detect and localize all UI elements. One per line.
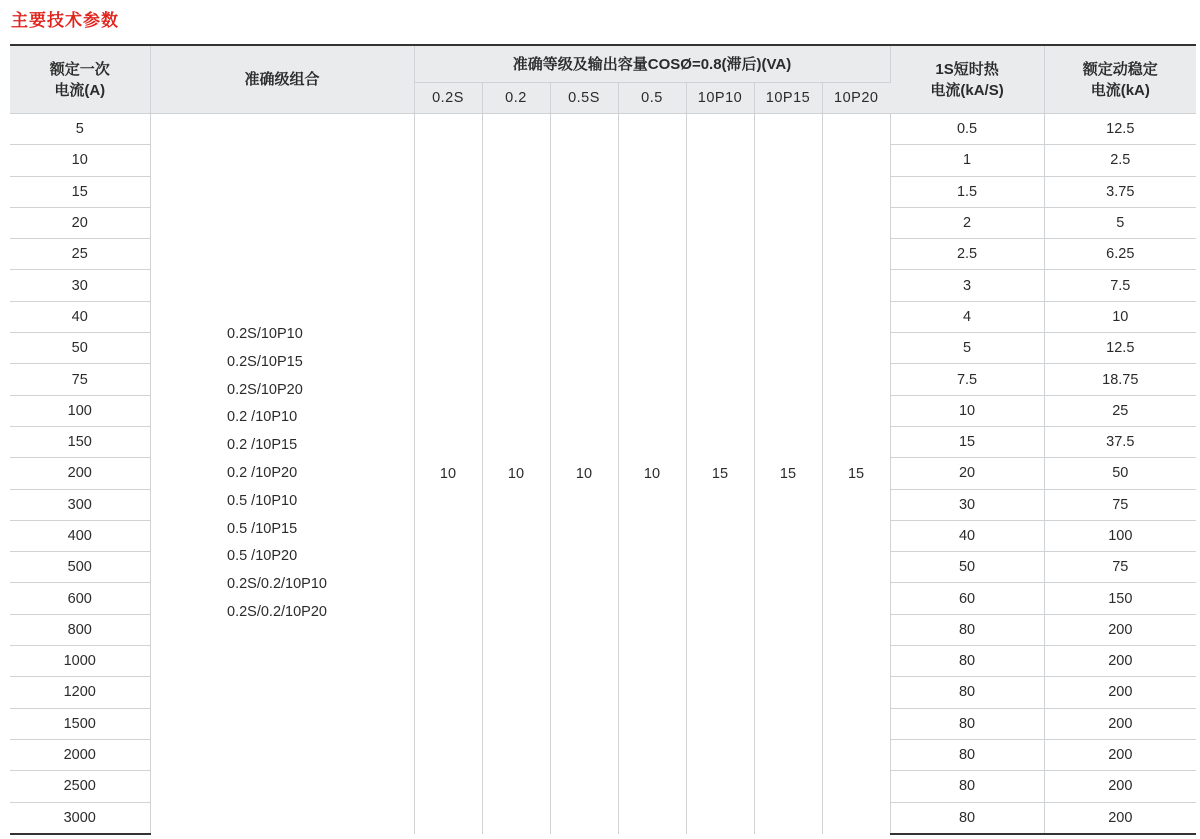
cell-dynamic-stable: 7.5 <box>1044 270 1196 301</box>
page-title: 主要技术参数 <box>11 11 119 30</box>
cell-dynamic-stable: 50 <box>1044 458 1196 489</box>
cell-short-time-thermal: 80 <box>890 802 1044 834</box>
cell-short-time-thermal: 7.5 <box>890 364 1044 395</box>
header-class-0.2: 0.2 <box>482 83 550 114</box>
cell-rated-current: 20 <box>10 207 150 238</box>
cell-rated-current: 30 <box>10 270 150 301</box>
cell-short-time-thermal: 1.5 <box>890 176 1044 207</box>
cell-short-time-thermal: 15 <box>890 426 1044 457</box>
cell-dynamic-stable: 200 <box>1044 771 1196 802</box>
cell-short-time-thermal: 2.5 <box>890 239 1044 270</box>
cell-short-time-thermal: 80 <box>890 614 1044 645</box>
cell-short-time-thermal: 40 <box>890 520 1044 551</box>
header-class-0.5: 0.5 <box>618 83 686 114</box>
cell-dynamic-stable: 200 <box>1044 677 1196 708</box>
cell-dynamic-stable: 75 <box>1044 552 1196 583</box>
cell-dynamic-stable: 12.5 <box>1044 333 1196 364</box>
cell-output-0.2: 10 <box>482 114 550 834</box>
cell-short-time-thermal: 80 <box>890 646 1044 677</box>
combination-item: 0.2S/0.2/10P10 <box>227 576 327 593</box>
cell-output-10P10: 15 <box>686 114 754 834</box>
cell-short-time-thermal: 10 <box>890 395 1044 426</box>
cell-short-time-thermal: 3 <box>890 270 1044 301</box>
cell-dynamic-stable: 6.25 <box>1044 239 1196 270</box>
cell-rated-current: 75 <box>10 364 150 395</box>
cell-output-0.5S: 10 <box>550 114 618 834</box>
combination-item: 0.2 /10P10 <box>227 409 298 426</box>
cell-rated-current: 25 <box>10 239 150 270</box>
cell-rated-current: 15 <box>10 176 150 207</box>
combination-item: 0.5 /10P15 <box>227 520 298 537</box>
spec-table <box>10 44 1196 835</box>
cell-rated-current: 2500 <box>10 771 150 802</box>
header-class-10P15: 10P15 <box>754 83 822 114</box>
cell-short-time-thermal: 0.5 <box>890 114 1044 145</box>
cell-dynamic-stable: 150 <box>1044 583 1196 614</box>
cell-rated-current: 1500 <box>10 708 150 739</box>
cell-rated-current: 100 <box>10 395 150 426</box>
table-row <box>10 114 1196 145</box>
header-accuracy-combination: 准确级组合 <box>150 45 414 114</box>
cell-rated-current: 800 <box>10 614 150 645</box>
cell-output-10P15: 15 <box>754 114 822 834</box>
cell-output-0.5: 10 <box>618 114 686 834</box>
combination-item: 0.2S/10P15 <box>227 353 303 370</box>
combination-item: 0.2S/10P20 <box>227 381 303 398</box>
cell-accuracy-combinations <box>150 114 414 834</box>
cell-rated-current: 3000 <box>10 802 150 834</box>
combination-item: 0.2 /10P15 <box>227 437 298 454</box>
cell-short-time-thermal: 20 <box>890 458 1044 489</box>
cell-rated-current: 1000 <box>10 646 150 677</box>
cell-rated-current: 400 <box>10 520 150 551</box>
cell-dynamic-stable: 18.75 <box>1044 364 1196 395</box>
combination-item: 0.5 /10P20 <box>227 548 298 565</box>
cell-short-time-thermal: 50 <box>890 552 1044 583</box>
cell-short-time-thermal: 60 <box>890 583 1044 614</box>
cell-short-time-thermal: 80 <box>890 708 1044 739</box>
cell-dynamic-stable: 3.75 <box>1044 176 1196 207</box>
cell-short-time-thermal: 5 <box>890 333 1044 364</box>
cell-dynamic-stable: 100 <box>1044 520 1196 551</box>
cell-rated-current: 1200 <box>10 677 150 708</box>
cell-short-time-thermal: 30 <box>890 489 1044 520</box>
combination-item: 0.2S/10P10 <box>227 326 303 343</box>
cell-dynamic-stable: 200 <box>1044 646 1196 677</box>
combination-item: 0.5 /10P10 <box>227 492 298 509</box>
header-class-0.5S: 0.5S <box>550 83 618 114</box>
combination-list <box>227 321 327 627</box>
header-class-0.2S: 0.2S <box>414 83 482 114</box>
cell-dynamic-stable: 75 <box>1044 489 1196 520</box>
cell-rated-current: 600 <box>10 583 150 614</box>
cell-dynamic-stable: 200 <box>1044 614 1196 645</box>
combination-item: 0.2 /10P20 <box>227 465 298 482</box>
cell-dynamic-stable: 2.5 <box>1044 145 1196 176</box>
cell-rated-current: 200 <box>10 458 150 489</box>
header-short-time-thermal: 1S短时热 电流(kA/S) <box>890 45 1044 114</box>
cell-dynamic-stable: 25 <box>1044 395 1196 426</box>
cell-short-time-thermal: 80 <box>890 739 1044 770</box>
cell-short-time-thermal: 1 <box>890 145 1044 176</box>
header-rated-primary-current: 额定一次 电流(A) <box>10 45 150 114</box>
header-dynamic-stable: 额定动稳定 电流(kA) <box>1044 45 1196 114</box>
cell-output-0.2S: 10 <box>414 114 482 834</box>
cell-rated-current: 150 <box>10 426 150 457</box>
cell-dynamic-stable: 200 <box>1044 739 1196 770</box>
cell-dynamic-stable: 200 <box>1044 802 1196 834</box>
header-class-10P20: 10P20 <box>822 83 890 114</box>
cell-rated-current: 40 <box>10 301 150 332</box>
table-body <box>10 114 1196 834</box>
cell-rated-current: 10 <box>10 145 150 176</box>
cell-dynamic-stable: 5 <box>1044 207 1196 238</box>
combination-item: 0.2S/0.2/10P20 <box>227 604 327 620</box>
cell-short-time-thermal: 80 <box>890 771 1044 802</box>
cell-rated-current: 2000 <box>10 739 150 770</box>
header-class-10P10: 10P10 <box>686 83 754 114</box>
cell-short-time-thermal: 80 <box>890 677 1044 708</box>
cell-dynamic-stable: 37.5 <box>1044 426 1196 457</box>
cell-output-10P20: 15 <box>822 114 890 834</box>
cell-short-time-thermal: 4 <box>890 301 1044 332</box>
cell-rated-current: 5 <box>10 114 150 145</box>
cell-short-time-thermal: 2 <box>890 207 1044 238</box>
header-accuracy-output-group: 准确等级及输出容量COSØ=0.8(滞后)(VA) <box>414 45 890 83</box>
cell-dynamic-stable: 200 <box>1044 708 1196 739</box>
cell-rated-current: 300 <box>10 489 150 520</box>
cell-dynamic-stable: 12.5 <box>1044 114 1196 145</box>
cell-rated-current: 50 <box>10 333 150 364</box>
cell-dynamic-stable: 10 <box>1044 301 1196 332</box>
cell-rated-current: 500 <box>10 552 150 583</box>
